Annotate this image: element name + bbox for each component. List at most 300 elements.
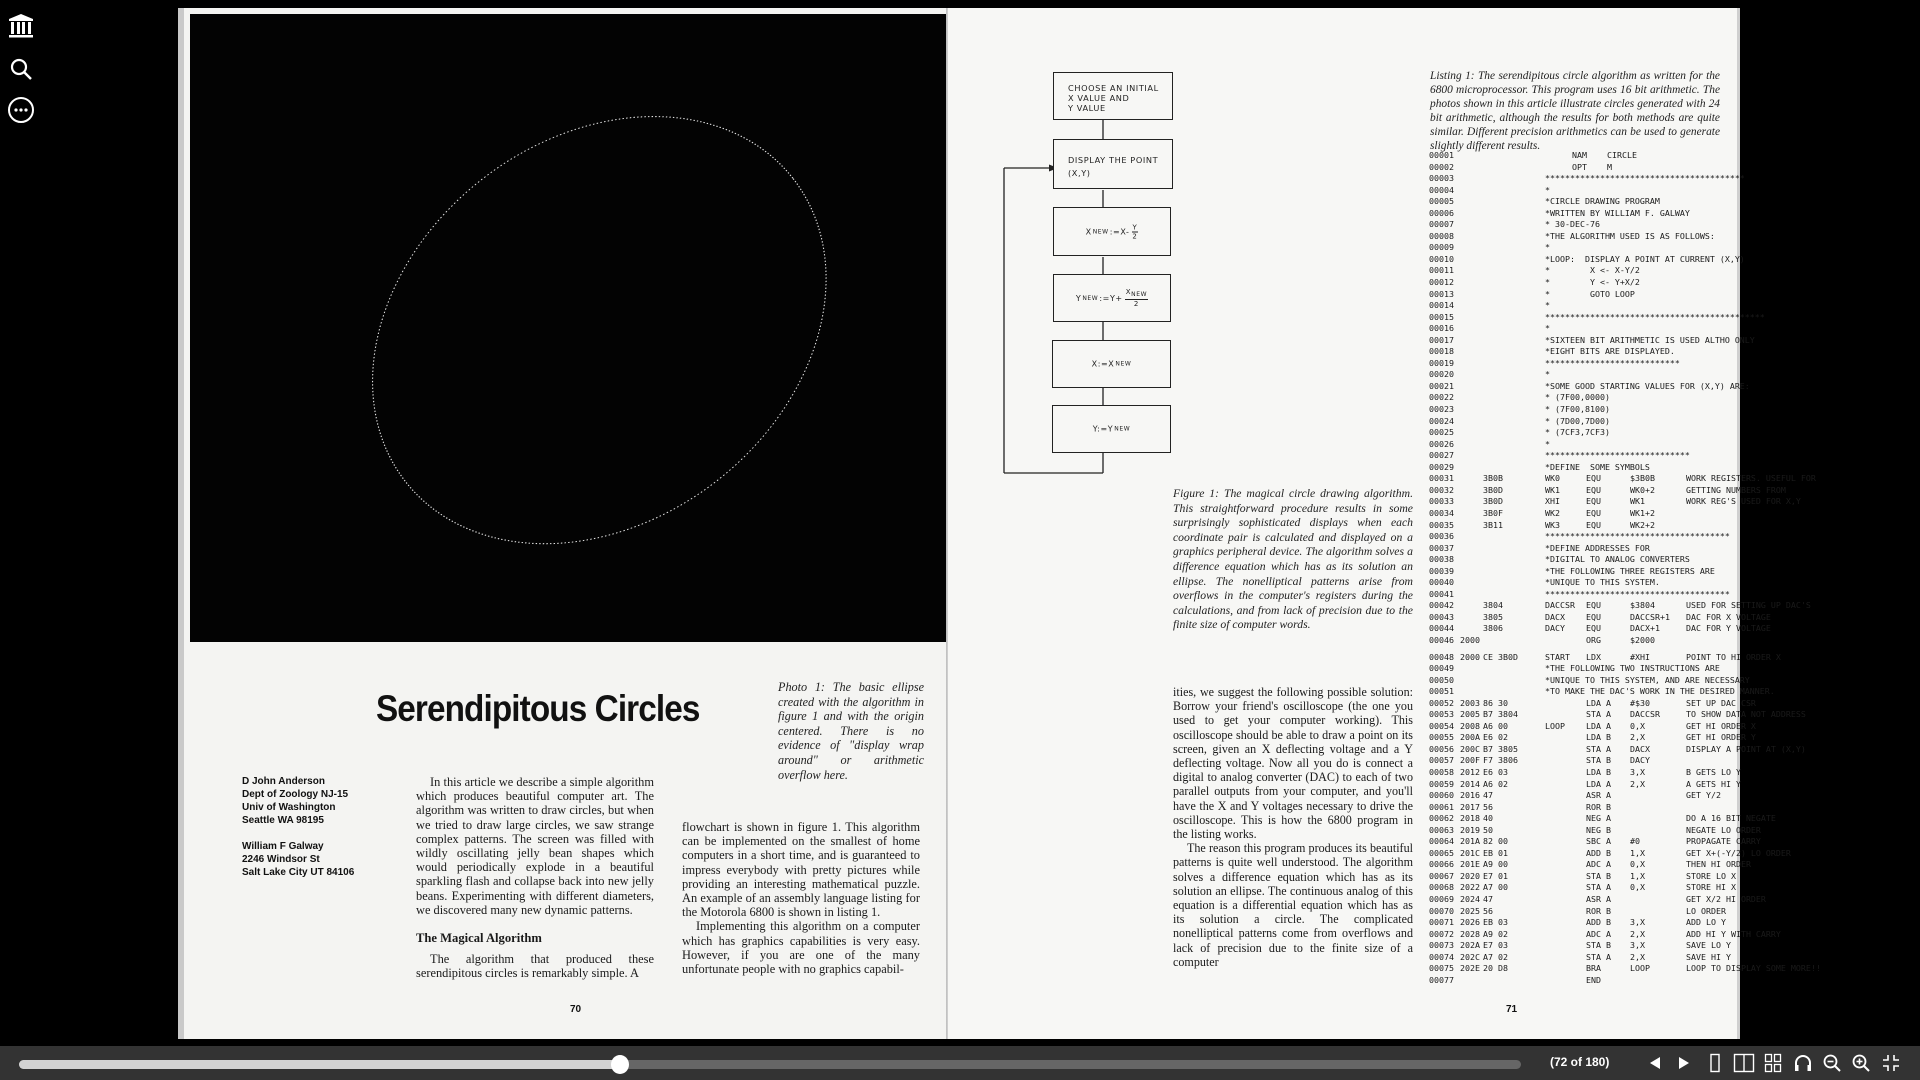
listing-line-number: 00046 bbox=[1429, 634, 1454, 645]
formula-sub: NEW bbox=[1131, 291, 1148, 298]
listing-label: WK1 bbox=[1545, 484, 1560, 495]
exit-fullscreen-button[interactable] bbox=[1879, 1051, 1903, 1075]
figure-caption: Figure 1: The magical circle drawing algorithm. This straightforward procedure results in some surprisingly sophisticated displays when each coordinate pair is calculated and displayed on a graphics peripheral device. The algorithm solves a difference equation which has as its solution an ellipse. The nonelliptical patterns arise from overflows in the computer's registers during the calculations, and from lack of precision due to the finite size of computer words. bbox=[1173, 487, 1413, 632]
listing-operand: WK2+2 bbox=[1630, 519, 1655, 530]
listing-machine-code: 40 bbox=[1483, 813, 1493, 824]
listing-text: ******************************************** bbox=[1545, 311, 1765, 322]
formula-sub: NEW bbox=[1082, 294, 1099, 302]
grid-icon bbox=[1764, 1053, 1782, 1073]
listing-opcode: LDA A bbox=[1586, 778, 1611, 789]
listing-line-number: 00064 bbox=[1429, 836, 1454, 847]
listing-line-number: 00063 bbox=[1429, 824, 1454, 835]
listing-text: NAM CIRCLE bbox=[1572, 150, 1637, 160]
listing-row bbox=[1429, 906, 1729, 918]
listing-line-number: 00036 bbox=[1429, 531, 1454, 542]
listing-operand: 1,X bbox=[1630, 870, 1645, 881]
listing-row bbox=[1429, 392, 1729, 404]
listing-machine-code: A9 02 bbox=[1483, 928, 1508, 939]
read-aloud-button[interactable] bbox=[1791, 1051, 1815, 1075]
listing-comment: USED FOR SETTING UP DAC'S bbox=[1686, 600, 1811, 611]
formula-part: X:=X bbox=[1091, 359, 1115, 369]
formula-part: :=Y+ bbox=[1099, 293, 1123, 303]
listing-line-number: 00048 bbox=[1429, 651, 1454, 662]
listing-operand: DACCSR+1 bbox=[1630, 611, 1670, 622]
listing-line-number: 00010 bbox=[1429, 253, 1454, 264]
listing-row bbox=[1429, 720, 1756, 733]
listing-opcode: ASR A bbox=[1586, 790, 1611, 801]
triangle-right-icon bbox=[1677, 1055, 1691, 1071]
listing-line-number: 00075 bbox=[1429, 963, 1454, 974]
listing-text: *THE FOLLOWING TWO INSTRUCTIONS ARE bbox=[1545, 663, 1720, 674]
listing-text: * (7CF3,7CF3) bbox=[1545, 427, 1610, 438]
listing-opcode: NEG B bbox=[1586, 824, 1611, 835]
listing-opcode: STA B bbox=[1586, 755, 1611, 766]
listing-label: WK3 bbox=[1545, 519, 1560, 530]
listing-operand: 0,X bbox=[1630, 859, 1645, 870]
listing-row bbox=[1429, 162, 1729, 174]
listing-line-number: 00011 bbox=[1429, 265, 1454, 276]
listing-machine-code: A9 00 bbox=[1483, 859, 1508, 870]
listing-row bbox=[1429, 358, 1729, 370]
photo-caption: Photo 1: The basic ellipse created with the algorithm in figure 1 and with the origin centered. There is no evidence of "display wrap around" or arithmetic overflow here. bbox=[778, 680, 924, 782]
page-70[interactable] bbox=[178, 8, 948, 1039]
listing-row bbox=[1429, 231, 1729, 243]
listing-comment: GET HI ORDER Y bbox=[1686, 732, 1756, 743]
exit-fullscreen-icon bbox=[1882, 1054, 1900, 1072]
listing-machine-code: 56 bbox=[1483, 905, 1493, 916]
listing-opcode: EQU bbox=[1586, 623, 1601, 634]
listing-opcode: BRA bbox=[1586, 963, 1601, 974]
listing-opcode: STA B bbox=[1586, 940, 1611, 951]
more-options-button[interactable] bbox=[6, 95, 36, 125]
listing-line-number: 00024 bbox=[1429, 415, 1454, 426]
two-page-icon bbox=[1733, 1053, 1755, 1073]
author-line: Salt Lake City UT 84106 bbox=[242, 867, 355, 878]
listing-row bbox=[1429, 766, 1741, 779]
listing-line-number: 00031 bbox=[1429, 473, 1454, 484]
formula-part: :=X- bbox=[1109, 227, 1130, 236]
listing-address: 2026 bbox=[1460, 917, 1480, 928]
listing-opcode: STA A bbox=[1586, 882, 1611, 893]
listing-opcode: ROR B bbox=[1586, 801, 1611, 812]
listing-row bbox=[1429, 185, 1729, 197]
listing-machine-code: A7 02 bbox=[1483, 951, 1508, 962]
listing-line-number: 00054 bbox=[1429, 720, 1454, 731]
dotted-ellipse bbox=[288, 28, 911, 632]
listing-opcode: EQU bbox=[1586, 600, 1601, 611]
listing-machine-code: 3B0D bbox=[1483, 496, 1503, 507]
listing-row bbox=[1429, 323, 1729, 335]
listing-row bbox=[1429, 589, 1729, 601]
listing-line-number: 00040 bbox=[1429, 577, 1454, 588]
listing-line-number: 00073 bbox=[1429, 940, 1454, 951]
flowchart-box-text: DISPLAY THE POINT (X,Y) bbox=[1068, 155, 1159, 178]
listing-comment: PROPAGATE CARRY bbox=[1686, 836, 1761, 847]
listing-comment: A GETS HI Y bbox=[1686, 778, 1741, 789]
listing-row bbox=[1429, 732, 1756, 744]
headphones-icon bbox=[1793, 1053, 1813, 1073]
formula-assign-x bbox=[1053, 360, 1170, 369]
listing-machine-code: B7 3805 bbox=[1483, 743, 1518, 754]
listing-operand: 0,X bbox=[1630, 720, 1645, 731]
listing-text: ************************************* bbox=[1545, 588, 1730, 599]
listing-address: 2020 bbox=[1460, 870, 1480, 881]
listing-comment: LOOP TO DISPLAY SOME MORE!! bbox=[1686, 963, 1821, 974]
listing-line-number: 00058 bbox=[1429, 766, 1454, 777]
two-page-view-button[interactable] bbox=[1732, 1051, 1756, 1075]
search-button[interactable] bbox=[6, 54, 36, 84]
listing-row bbox=[1429, 709, 1806, 721]
listing-row bbox=[1429, 531, 1729, 543]
listing-comment: GET X/2 HI ORDER bbox=[1686, 894, 1766, 904]
listing-line-number: 00041 bbox=[1429, 588, 1454, 599]
listing-line-number: 00072 bbox=[1429, 928, 1454, 939]
listing-operand: $2000 bbox=[1630, 634, 1655, 645]
listing-line-number: 00004 bbox=[1429, 184, 1454, 195]
listing-line-number: 00044 bbox=[1429, 623, 1454, 634]
listing-row bbox=[1429, 790, 1729, 802]
listing-row bbox=[1429, 859, 1751, 871]
listing-operand: 1,X bbox=[1630, 847, 1645, 858]
listing-text: * bbox=[1545, 300, 1550, 311]
listing-address: 201E bbox=[1460, 859, 1480, 870]
listing-address: 2000 bbox=[1460, 651, 1480, 662]
listing-machine-code: E6 03 bbox=[1483, 766, 1508, 777]
listing-line-number: 00022 bbox=[1429, 392, 1454, 403]
single-page-view-button[interactable] bbox=[1703, 1051, 1727, 1075]
section-heading: The Magical Algorithm bbox=[416, 931, 542, 946]
flowchart-box-assign-y bbox=[1052, 405, 1171, 453]
listing-row bbox=[1429, 439, 1729, 451]
formula-part: Y:=Y bbox=[1092, 424, 1114, 434]
listing-text: ************************************* bbox=[1545, 531, 1730, 542]
listing-machine-code: 86 30 bbox=[1483, 697, 1508, 708]
listing-opcode: ROR B bbox=[1586, 905, 1611, 916]
listing-label: DACY bbox=[1545, 623, 1565, 634]
page-slider[interactable] bbox=[19, 1060, 1521, 1069]
col2-paragraph-2: Implementing this algorithm on a computer which has graphics capabilities is very easy. However, if you are one of the many unfortunate people with no graphics capabil- bbox=[682, 919, 920, 977]
listing-line-number: 00042 bbox=[1429, 600, 1454, 611]
listing-text: *UNIQUE TO THIS SYSTEM. bbox=[1545, 577, 1660, 588]
author-1 bbox=[242, 775, 412, 827]
listing-opcode: ADD B bbox=[1586, 847, 1611, 858]
fraction-den: 2 bbox=[1133, 300, 1139, 308]
listing-opcode: SBC A bbox=[1586, 836, 1611, 847]
listing-label: WK0 bbox=[1545, 473, 1560, 484]
article-title: Serendipitous Circles bbox=[376, 688, 700, 729]
listing-row bbox=[1429, 743, 1806, 756]
listing-label: WK2 bbox=[1545, 507, 1560, 518]
listing-text: ***************************** bbox=[1545, 450, 1690, 461]
listing-line-number: 00009 bbox=[1429, 242, 1454, 253]
listing-machine-code: 3B0F bbox=[1483, 507, 1503, 518]
listing-machine-code: 50 bbox=[1483, 824, 1493, 835]
listing-opcode: LDX bbox=[1586, 651, 1601, 662]
listing-opcode: ORG bbox=[1586, 634, 1601, 645]
flowchart-box-display bbox=[1053, 139, 1173, 189]
listing-caption: Listing 1: The serendipitous circle algorithm as written for the 6800 microprocessor. This program uses 16 bit arithmetic. The photos shown in this article illustrate circles generated with 24 bit arithmetic, although the results for both methods are quite similar. Different precision arithmetics can be used to generate slightly different results. bbox=[1430, 70, 1720, 152]
listing-machine-code: 82 00 bbox=[1483, 836, 1508, 847]
listing-comment: GET X+(-Y/2) LO ORDER bbox=[1686, 847, 1791, 858]
author-line: Dept of Zoology NJ-15 bbox=[242, 789, 349, 800]
listing-row bbox=[1429, 496, 1801, 508]
ellipse-photo-svg bbox=[190, 14, 952, 642]
page-slider-fill bbox=[19, 1060, 620, 1069]
listing-operand: #0 bbox=[1630, 836, 1640, 847]
listing-machine-code: A6 00 bbox=[1483, 720, 1508, 731]
formula-sub: NEW bbox=[1114, 425, 1131, 433]
listing-opcode: ADC A bbox=[1586, 928, 1611, 939]
listing-comment: POINT TO HI ORDER X bbox=[1686, 651, 1781, 662]
listing-line-number: 00002 bbox=[1429, 161, 1454, 172]
listing-line-number: 00043 bbox=[1429, 611, 1454, 622]
listing-line-number: 00068 bbox=[1429, 882, 1454, 893]
more-options-icon bbox=[7, 96, 35, 124]
listing-text: *SOME GOOD STARTING VALUES FOR (X,Y) ARE: bbox=[1545, 380, 1750, 391]
listing-operand: DACCSR bbox=[1630, 709, 1660, 720]
listing-row bbox=[1429, 824, 1761, 837]
listing-comment: WORK REG'S USED FOR X,Y bbox=[1686, 496, 1801, 507]
listing-row bbox=[1429, 847, 1791, 860]
listing-line-number: 00049 bbox=[1429, 663, 1454, 674]
listing-machine-code: 20 D8 bbox=[1483, 963, 1508, 974]
listing-comment: SAVE HI Y bbox=[1686, 951, 1731, 962]
listing-row bbox=[1429, 963, 1821, 975]
listing-comment: SAVE LO Y bbox=[1686, 940, 1731, 951]
listing-opcode: EQU bbox=[1586, 496, 1601, 507]
zoom-in-button[interactable] bbox=[1849, 1051, 1873, 1075]
page-slider-thumb[interactable] bbox=[611, 1055, 629, 1074]
listing-text: **************************************** bbox=[1545, 173, 1745, 184]
listing-row bbox=[1429, 952, 1729, 964]
listing-comment: DISPLAY A POINT AT (X,Y) bbox=[1686, 743, 1806, 754]
fraction-num bbox=[1125, 288, 1148, 300]
thumbnail-view-button[interactable] bbox=[1761, 1051, 1785, 1075]
listing-line-number: 00069 bbox=[1429, 894, 1454, 904]
listing-opcode: ADD B bbox=[1586, 917, 1611, 928]
listing-opcode: LDA B bbox=[1586, 766, 1611, 777]
listing-text: *UNIQUE TO THIS SYSTEM, AND ARE NECESSARY bbox=[1545, 674, 1750, 685]
listing-row bbox=[1429, 686, 1775, 698]
listing-text: * X <- X-Y/2 bbox=[1545, 265, 1640, 276]
author-line: D John Anderson bbox=[242, 776, 325, 787]
listing-text: *DIGITAL TO ANALOG CONVERTERS bbox=[1545, 554, 1690, 565]
listing-line-number: 00053 bbox=[1429, 709, 1454, 720]
col3-paragraph-2: The reason this program produces its beautiful patterns is quite well understood. The algorithm solves a difference equation which has as its solution an ellipse. The continuous analog of this equation is a differential equation which has as its solution a circle. The complicated nonelliptical patterns come from overflows and lack of precision due to the finite size of a computer bbox=[1173, 841, 1413, 969]
listing-machine-code: 3B11 bbox=[1483, 519, 1503, 530]
listing-opcode: LDA B bbox=[1586, 732, 1611, 743]
listing-label: DACCSR bbox=[1545, 600, 1575, 611]
prev-page-button[interactable] bbox=[1643, 1051, 1667, 1075]
listing-operand: 3,X bbox=[1630, 917, 1645, 928]
listing-text: * bbox=[1545, 438, 1550, 449]
listing-comment: GET Y/2 bbox=[1686, 790, 1721, 801]
listing-line-number: 00070 bbox=[1429, 905, 1454, 916]
col2-paragraph-1: flowchart is shown in figure 1. This algorithm can be implemented on the smallest of home computers in a short time, and is guaranteed to impress everybody with pretty pictures while providing an interesting mathematical puzzle. An example of an assembly language listing for the Motorola 6800 is shown in listing 1. bbox=[682, 820, 920, 920]
listing-row bbox=[1429, 219, 1729, 231]
listing-line-number: 00013 bbox=[1429, 288, 1454, 299]
listing-opcode: EQU bbox=[1586, 519, 1601, 530]
listing-text: *THE ALGORITHM USED IS AS FOLLOWS: bbox=[1545, 230, 1715, 241]
listing-text: OPT M bbox=[1572, 161, 1612, 172]
listing-opcode: STA A bbox=[1586, 709, 1611, 720]
listing-line-number: 00015 bbox=[1429, 311, 1454, 322]
listing-address: 201C bbox=[1460, 847, 1480, 858]
library-button[interactable] bbox=[6, 11, 36, 41]
listing-line-number: 00032 bbox=[1429, 484, 1454, 495]
author-line: 2246 Windsor St bbox=[242, 854, 320, 865]
page-71[interactable] bbox=[948, 8, 1821, 1039]
listing-address: 200A bbox=[1460, 732, 1480, 743]
listing-row bbox=[1429, 277, 1729, 289]
zoom-in-icon bbox=[1851, 1053, 1871, 1073]
listing-text: * bbox=[1545, 369, 1550, 380]
listing-line-number: 00027 bbox=[1429, 450, 1454, 461]
listing-line-number: 00067 bbox=[1429, 870, 1454, 881]
listing-row bbox=[1429, 778, 1741, 791]
listing-line-number: 00033 bbox=[1429, 496, 1454, 507]
listing-comment: NEGATE LO ORDER bbox=[1686, 824, 1761, 835]
listing-row bbox=[1429, 577, 1729, 589]
listing-comment: ADD LO Y bbox=[1686, 917, 1726, 928]
listing-row bbox=[1429, 484, 1786, 497]
listing-text: * Y <- Y+X/2 bbox=[1545, 277, 1640, 288]
listing-opcode: ADC A bbox=[1586, 859, 1611, 870]
listing-label: START bbox=[1545, 651, 1570, 662]
listing-row bbox=[1429, 928, 1781, 941]
authors-block bbox=[242, 775, 412, 892]
code-listing bbox=[1429, 150, 1821, 986]
listing-text: * bbox=[1545, 184, 1550, 195]
listing-row bbox=[1429, 173, 1745, 185]
fraction bbox=[1125, 288, 1148, 308]
listing-line-number: 00020 bbox=[1429, 369, 1454, 380]
body-column-3 bbox=[1173, 685, 1413, 969]
listing-line-number: 00059 bbox=[1429, 778, 1454, 789]
listing-label: DACX bbox=[1545, 611, 1565, 622]
listing-line-number: 00057 bbox=[1429, 755, 1454, 766]
listing-row bbox=[1429, 380, 1750, 393]
listing-text: *TO MAKE THE DAC'S WORK IN THE DESIRED MANNER. bbox=[1545, 686, 1775, 697]
fraction-num: Y bbox=[1132, 223, 1138, 231]
zoom-out-button[interactable] bbox=[1820, 1051, 1844, 1075]
listing-address: 200F bbox=[1460, 755, 1480, 766]
listing-row bbox=[1429, 427, 1729, 439]
photo-ellipse bbox=[190, 14, 952, 642]
listing-text: *DEFINE SOME SYMBOLS bbox=[1545, 461, 1650, 472]
listing-row bbox=[1429, 674, 1750, 687]
listing-line-number: 00050 bbox=[1429, 674, 1454, 685]
listing-address: 2017 bbox=[1460, 801, 1480, 812]
listing-opcode: STA A bbox=[1586, 951, 1611, 962]
listing-row bbox=[1429, 894, 1766, 906]
listing-operand: 3,X bbox=[1630, 766, 1645, 777]
search-icon bbox=[8, 56, 34, 82]
listing-comment: DAC FOR Y VOLTAGE bbox=[1686, 623, 1771, 634]
listing-row bbox=[1429, 802, 1729, 814]
listing-machine-code: 47 bbox=[1483, 790, 1493, 801]
listing-text: *CIRCLE DRAWING PROGRAM bbox=[1545, 196, 1660, 207]
listing-address: 2022 bbox=[1460, 882, 1480, 893]
listing-comment: ADD HI Y WITH CARRY bbox=[1686, 928, 1781, 939]
listing-row bbox=[1429, 253, 1745, 266]
listing-row bbox=[1429, 450, 1729, 462]
listing-row bbox=[1429, 404, 1729, 416]
listing-opcode: EQU bbox=[1586, 611, 1601, 622]
listing-line-number: 00052 bbox=[1429, 697, 1454, 708]
book-spread bbox=[178, 8, 1821, 1039]
listing-line-number: 00012 bbox=[1429, 277, 1454, 288]
listing-operand: DACY bbox=[1630, 755, 1650, 766]
listing-operand: 2,X bbox=[1630, 928, 1645, 939]
body-column-2 bbox=[682, 820, 920, 976]
listing-line-number: 00062 bbox=[1429, 813, 1454, 824]
listing-line-number: 00066 bbox=[1429, 859, 1454, 870]
listing-operand: DACX bbox=[1630, 743, 1650, 754]
listing-operand: 0,X bbox=[1630, 882, 1645, 893]
formula-part: Y bbox=[1075, 293, 1082, 303]
listing-row bbox=[1429, 543, 1729, 555]
listing-row bbox=[1429, 150, 1729, 162]
listing-address: 2012 bbox=[1460, 766, 1480, 777]
author-line: William F Galway bbox=[242, 841, 324, 852]
fraction-den: 2 bbox=[1132, 232, 1138, 240]
listing-operand: 3,X bbox=[1630, 940, 1645, 951]
listing-row bbox=[1429, 508, 1729, 520]
listing-line-number: 00077 bbox=[1429, 974, 1454, 985]
listing-text: * GOTO LOOP bbox=[1545, 288, 1635, 299]
listing-comment: STORE HI X bbox=[1686, 882, 1736, 893]
listing-row bbox=[1429, 289, 1729, 301]
listing-row bbox=[1429, 242, 1729, 254]
formula-part: X bbox=[1085, 227, 1092, 236]
listing-comment: GET HI ORDER X bbox=[1686, 720, 1756, 731]
page-number: 71 bbox=[1506, 1004, 1518, 1015]
listing-operand: WK1 bbox=[1630, 496, 1645, 507]
listing-opcode: ASR A bbox=[1586, 894, 1611, 904]
listing-row bbox=[1429, 369, 1729, 381]
listing-opcode: STA B bbox=[1586, 870, 1611, 881]
listing-line-number: 00019 bbox=[1429, 357, 1454, 368]
listing-machine-code: 56 bbox=[1483, 801, 1493, 812]
next-page-button[interactable] bbox=[1672, 1051, 1696, 1075]
listing-machine-code: 3B0B bbox=[1483, 473, 1503, 484]
listing-row bbox=[1429, 663, 1729, 675]
listing-operand: #$30 bbox=[1630, 697, 1650, 708]
listing-line-number: 00029 bbox=[1429, 461, 1454, 472]
listing-line-number: 00025 bbox=[1429, 427, 1454, 438]
listing-line-number: 00026 bbox=[1429, 438, 1454, 449]
listing-line-number: 00061 bbox=[1429, 801, 1454, 812]
listing-line-number: 00014 bbox=[1429, 300, 1454, 311]
listing-operand: WK0+2 bbox=[1630, 484, 1655, 495]
flowchart-box-text: CHOOSE AN INITIAL X VALUE AND Y VALUE bbox=[1068, 83, 1159, 113]
listing-machine-code: A6 02 bbox=[1483, 778, 1508, 789]
listing-text: *DEFINE ADDRESSES FOR bbox=[1545, 542, 1650, 553]
listing-line-number: 00074 bbox=[1429, 951, 1454, 962]
zoom-out-icon bbox=[1822, 1053, 1842, 1073]
listing-line-number: 00051 bbox=[1429, 686, 1454, 697]
listing-operand: $3B0B bbox=[1630, 473, 1655, 484]
listing-operand: $3804 bbox=[1630, 600, 1655, 611]
flowchart-box-assign-x bbox=[1052, 340, 1171, 388]
listing-text: * (7D00,7D00) bbox=[1545, 415, 1610, 426]
listing-row bbox=[1429, 566, 1729, 578]
listing-operand: WK1+2 bbox=[1630, 507, 1655, 518]
listing-line-number: 00038 bbox=[1429, 554, 1454, 565]
listing-line-number: 00016 bbox=[1429, 323, 1454, 334]
listing-address: 2024 bbox=[1460, 894, 1480, 904]
